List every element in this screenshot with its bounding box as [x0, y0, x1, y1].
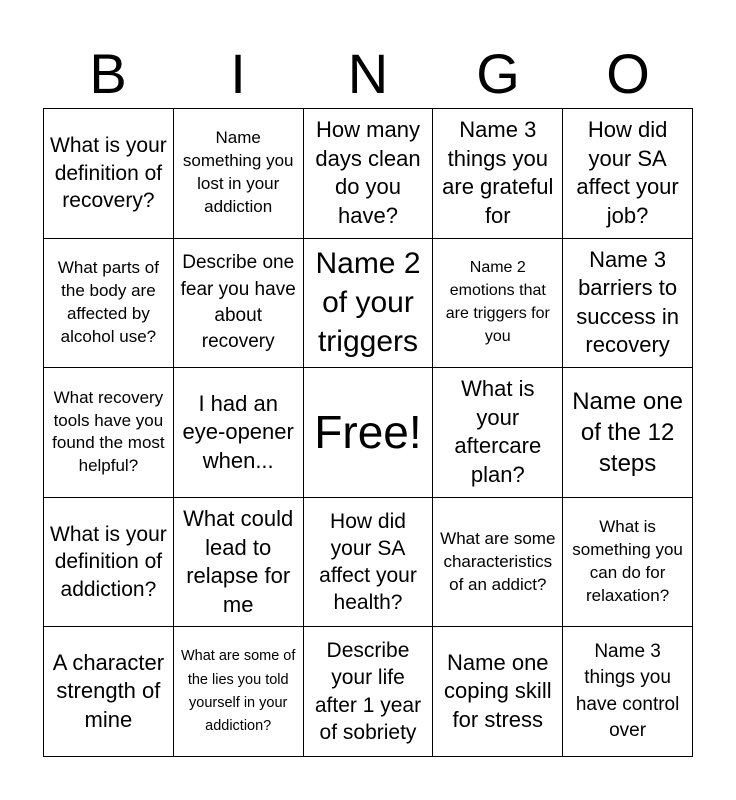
- bingo-cell[interactable]: What is your definition of recovery?: [44, 109, 174, 239]
- bingo-cell[interactable]: What are some characteristics of an addict?: [433, 498, 563, 628]
- bingo-cell[interactable]: How many days clean do you have?: [304, 109, 434, 239]
- bingo-cell[interactable]: Name one of the 12 steps: [563, 368, 693, 498]
- bingo-cell[interactable]: Name something you lost in your addiction: [174, 109, 304, 239]
- bingo-header: [43, 40, 693, 108]
- bingo-cell[interactable]: Describe one fear you have about recovery: [174, 239, 304, 369]
- bingo-cell[interactable]: Describe your life after 1 year of sobriety: [304, 627, 434, 757]
- header-letter-b: B: [89, 42, 127, 105]
- bingo-cell[interactable]: Name 3 things you have control over: [563, 627, 693, 757]
- bingo-cell[interactable]: Name 3 barriers to success in recovery: [563, 239, 693, 369]
- bingo-cell[interactable]: What parts of the body are affected by alcohol use?: [44, 239, 174, 369]
- bingo-card-grid: [43, 108, 693, 757]
- bingo-cell[interactable]: How did your SA affect your job?: [563, 109, 693, 239]
- bingo-cell[interactable]: What are some of the lies you told yourself in your addiction?: [174, 627, 304, 757]
- bingo-cell[interactable]: What could lead to relapse for me: [174, 498, 304, 628]
- bingo-cell[interactable]: What recovery tools have you found the most helpful?: [44, 368, 174, 498]
- header-letter-g: G: [476, 42, 520, 105]
- header-letter-i: I: [230, 42, 246, 105]
- free-space-cell[interactable]: Free!: [304, 368, 434, 498]
- bingo-cell[interactable]: Name 2 of your triggers: [304, 239, 434, 369]
- bingo-cell[interactable]: Name 3 things you are grateful for: [433, 109, 563, 239]
- bingo-cell[interactable]: Name one coping skill for stress: [433, 627, 563, 757]
- bingo-cell[interactable]: A character strength of mine: [44, 627, 174, 757]
- bingo-cell[interactable]: I had an eye-opener when...: [174, 368, 304, 498]
- header-letter-n: N: [347, 42, 389, 105]
- bingo-cell[interactable]: What is your aftercare plan?: [433, 368, 563, 498]
- bingo-cell[interactable]: What is your definition of addiction?: [44, 498, 174, 628]
- bingo-cell[interactable]: Name 2 emotions that are triggers for you: [433, 239, 563, 369]
- bingo-cell[interactable]: What is something you can do for relaxation?: [563, 498, 693, 628]
- bingo-cell[interactable]: How did your SA affect your health?: [304, 498, 434, 628]
- header-letter-o: O: [606, 42, 650, 105]
